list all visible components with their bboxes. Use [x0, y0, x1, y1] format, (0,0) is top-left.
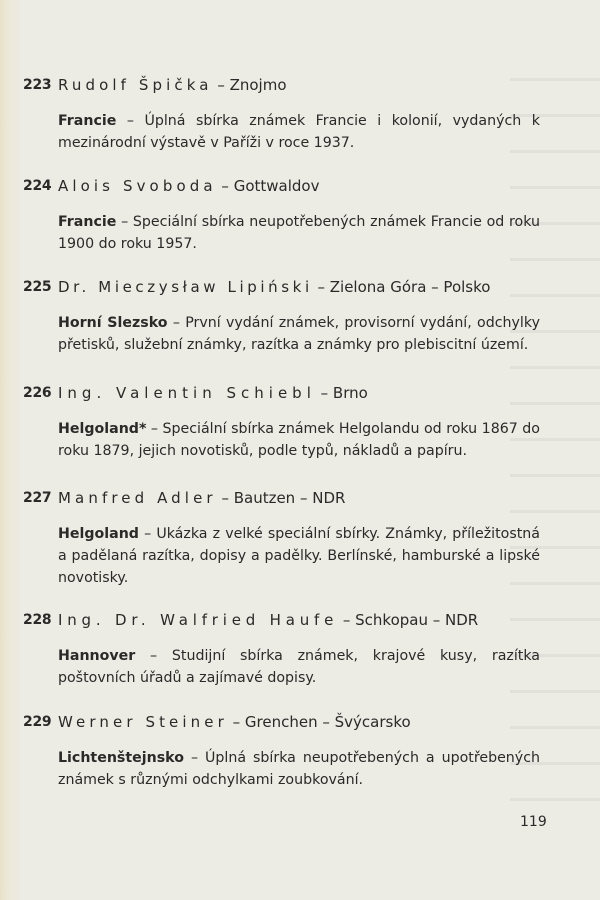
exhibitor-name-line — [58, 487, 345, 509]
exhibitor-name-line — [58, 276, 490, 298]
entry-subject: Francie — [58, 214, 117, 230]
entry-subject: Helgoland — [58, 526, 139, 542]
entry-text: – Úplná sbírka neupotřebených a upotřebených známek s různými odchylkami zoubkování. — [58, 750, 540, 788]
entry-heading — [0, 276, 600, 298]
entry-heading — [0, 74, 600, 96]
exhibitor-name-line — [58, 711, 411, 733]
entry-subject: Hannover — [58, 648, 136, 664]
exhibitor-name: Dr. Mieczysław Lipiński — [58, 278, 313, 296]
entry-heading — [0, 175, 600, 197]
exhibitor-place: – Schkopau – NDR — [338, 611, 479, 629]
entry-number: 227 — [23, 490, 52, 506]
entry-number: 225 — [23, 279, 52, 295]
exhibitor-name: Manfred Adler — [58, 489, 217, 507]
entry-subject: Lichtenštejnsko — [58, 750, 184, 766]
entry-text: – Speciální sbírka neupotřebených známek Francie od roku 1900 do roku 1957. — [58, 214, 540, 252]
exhibitor-name-line — [58, 382, 368, 404]
entry-description — [58, 645, 540, 689]
exhibitor-name-line — [58, 609, 478, 631]
exhibitor-name-line — [58, 175, 319, 197]
exhibitor-name: Ing. Dr. Walfried Haufe — [58, 611, 339, 629]
entry-text: – První vydání známek, provisorní vydání, odchylky přetisků, služební známky, razítka a známky pro plebiscitní území. — [58, 315, 540, 353]
entry-number: 226 — [23, 385, 52, 401]
exhibitor-place: – Brno — [315, 384, 368, 402]
entry-description — [58, 747, 540, 791]
entry-text: – Studijní sbírka známek, krajové kusy, razítka poštovních úřadů a zajímavé dopisy. — [58, 648, 540, 686]
exhibitor-name: Rudolf Špička — [58, 76, 213, 94]
exhibitor-place: – Gottwaldov — [216, 177, 320, 195]
entry-heading — [0, 711, 600, 733]
exhibitor-name: Ing. Valentin Schiebl — [58, 384, 316, 402]
exhibitor-name: Werner Steiner — [58, 713, 228, 731]
exhibitor-place: – Bautzen – NDR — [216, 489, 346, 507]
exhibitor-place: – Grenchen – Švýcarsko — [227, 713, 411, 731]
entry-heading — [0, 487, 600, 509]
entry-subject: Horní Slezsko — [58, 315, 168, 331]
entry-subject: Francie — [58, 113, 117, 129]
exhibitor-place: – Znojmo — [212, 76, 287, 94]
entry-description — [58, 110, 540, 154]
page-number: 119 — [520, 814, 547, 830]
entry-description — [58, 418, 540, 462]
page-binding-edge — [0, 0, 22, 900]
entry-number: 224 — [23, 178, 52, 194]
entry-text: – Ukázka z velké speciální sbírky. Známky, příležitostná a padělaná razítka, dopisy a padělky. Berlínské, hamburské a lipské novotisky. — [58, 526, 540, 586]
exhibitor-place: – Zielona Góra – Polsko — [312, 278, 491, 296]
entry-text: – Speciální sbírka známek Helgolandu od roku 1867 do roku 1879, jejich novotisků, podle typů, nákladů a papíru. — [58, 421, 540, 459]
entry-subject: Helgoland* — [58, 421, 147, 437]
exhibitor-name: Alois Svoboda — [58, 177, 217, 195]
entry-description — [58, 312, 540, 356]
entry-heading — [0, 609, 600, 631]
entry-number: 223 — [23, 77, 52, 93]
entry-number: 229 — [23, 714, 52, 730]
entry-description — [58, 523, 540, 589]
entry-text: – Úplná sbírka známek Francie i kolonií, vydaných k mezinárodní výstavě v Paříži v roce 1937. — [58, 113, 540, 151]
entry-description — [58, 211, 540, 255]
entry-number: 228 — [23, 612, 52, 628]
exhibitor-name-line — [58, 74, 287, 96]
entry-heading — [0, 382, 600, 404]
